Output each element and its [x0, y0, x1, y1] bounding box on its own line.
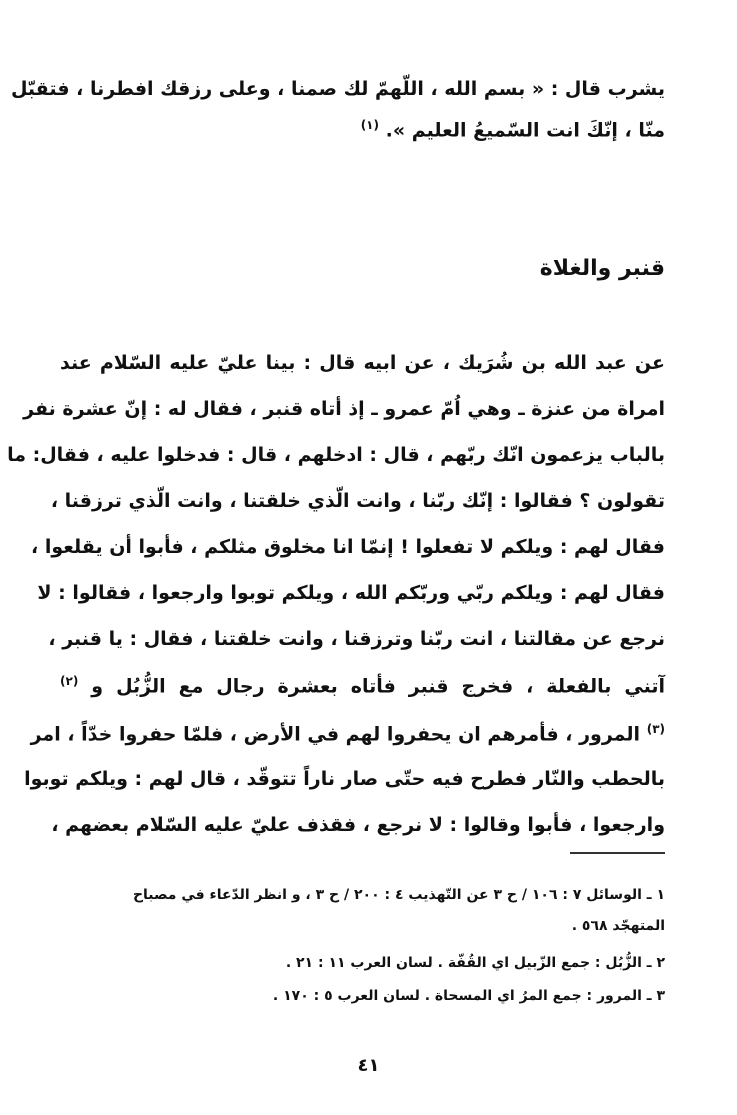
body-line: بالحطب والنّار فطرح فيه حتّى صار ناراً تتوقّد ، قال لهم : ويلكم توبوا [24, 768, 665, 790]
body-line: بالباب يزعمون انّك ربّهم ، قال : ادخلهم ، قال : فدخلوا عليه ، فقال: ما [7, 444, 665, 466]
body-line: عن عبد الله بن شُرَيك ، عن ابيه قال : بينا عليّ عليه السّلام عند [60, 352, 665, 374]
intro-line-1: يشرب قال : « بسم الله ، اللّهمّ لك صمنا ، وعلى رزقك افطرنا ، فتقبّل [10, 78, 665, 100]
body-line: امراة من عنزة ـ وهي اُمّ عمرو ـ إذ أتاه قنبر ، فقال له : إنّ عشرة نفر [23, 398, 665, 420]
body-line: وارجعوا ، فأبوا وقالوا : لا نرجع ، فقذف عليّ عليه السّلام بعضهم ، [51, 814, 665, 836]
intro-line-2-text: منّا ، إنّكَ انت السّميعُ العليم ». [385, 119, 665, 142]
body-line [60, 674, 665, 697]
body-line: نرجع عن مقالتنا ، انت ربّنا وترزقنا ، وانت خلقتنا ، فقال : يا قنبر ، [48, 628, 665, 650]
body-line: فقال لهم : ويلكم ربّي وربّكم الله ، ويلكم توبوا وارجعوا ، فقالوا : لا [37, 582, 665, 604]
section-title: قنبر والغلاة [539, 256, 665, 281]
footnote-ref-2: (٢) [60, 674, 79, 688]
page-number: ٤١ [357, 1055, 380, 1076]
body-line [30, 722, 665, 746]
body-line-text: المرور ، فأمرهم ان يحفروا لهم في الأرض ، فلمّا حفروا خدّاً ، امر [30, 723, 641, 746]
footnote-line: ١ ـ الوسائل ٧ : ١٠٦ / ح ٣ عن التّهذيب ٤ : ٢٠٠ / ح ٣ ، و انظر الدّعاء في مصباح [132, 887, 665, 903]
footnote-separator [570, 852, 665, 854]
footnote-line: ٣ ـ المرور : جمع المرُ اي المسحاة . لسان العرب ٥ : ١٧٠ . [272, 988, 665, 1004]
body-line-text: آتني بالفعلة ، فخرج قنبر فأتاه بعشرة رجال مع الزُّبُل و [91, 675, 665, 698]
footnote-line: المتهجّد ٥٦٨ . [571, 918, 665, 934]
body-line: فقال لهم : ويلكم لا تفعلوا ! إنمّا انا مخلوق مثلكم ، فأبوا أن يقلعوا ، [31, 536, 665, 558]
footnote-ref-3: (٣) [646, 722, 665, 736]
intro-line-2 [60, 118, 665, 141]
footnote-line: ٢ ـ الزُّبُل : جمع الزّبيل اي القُفّة . لسان العرب ١١ : ٢١ . [285, 955, 665, 971]
body-line: تقولون ؟ فقالوا : إنّك ربّنا ، وانت الّذي خلقتنا ، وانت الّذي ترزقنا ، [50, 490, 665, 512]
footnote-ref-1: (١) [360, 118, 379, 132]
